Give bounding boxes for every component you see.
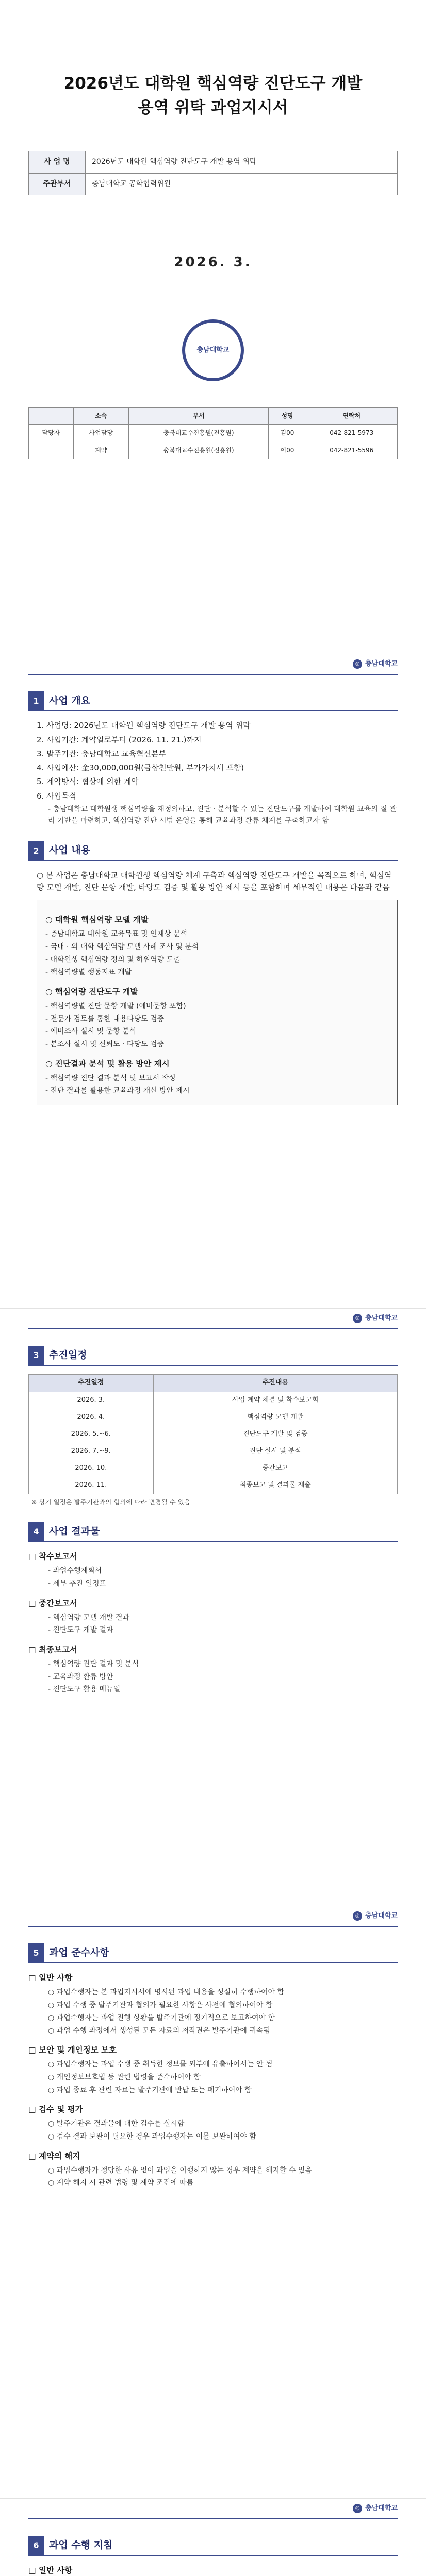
schedule-cell: 사업 계약 체결 및 착수보고회 bbox=[153, 1392, 397, 1409]
contact-header: 성명 bbox=[269, 407, 306, 425]
section-title: 사업 내용 bbox=[44, 841, 398, 861]
section-heading bbox=[28, 1522, 398, 1542]
contact-header: 연락처 bbox=[306, 407, 397, 425]
section-number: 1 bbox=[28, 691, 44, 711]
header-logo-text: 충남대학교 bbox=[365, 659, 398, 668]
section-title: 과업 수행 지침 bbox=[44, 2536, 398, 2556]
info-label: 사 업 명 bbox=[29, 151, 86, 173]
contact-table bbox=[28, 407, 398, 460]
section-title: 사업 결과물 bbox=[44, 1522, 398, 1542]
page-2 bbox=[0, 1309, 426, 1906]
header-logo-text: 충남대학교 bbox=[365, 1911, 398, 1920]
university-logo-icon: ◎ bbox=[353, 1314, 362, 1323]
schedule-note: ※ 상기 일정은 발주기관과의 협의에 따라 변경될 수 있음 bbox=[31, 1498, 190, 1506]
group-item: ○ 과업수행자는 과업 수행 중 취득한 정보를 외부에 유출하여서는 안 됨 bbox=[48, 2060, 273, 2069]
page-header bbox=[28, 1906, 398, 1927]
university-logo-icon: ◎ bbox=[353, 2504, 362, 2513]
group-item: - 진단 결과를 활용한 교육과정 개선 방안 제시 bbox=[45, 1087, 190, 1095]
section-number: 6 bbox=[28, 2536, 44, 2556]
schedule-cell: 2026. 10. bbox=[29, 1460, 154, 1477]
group-item: - 진단도구 개발 결과 bbox=[48, 1626, 113, 1635]
group-item: ○ 과업수행자는 본 과업지시서에 명시된 과업 내용을 성실히 수행하여야 함 bbox=[48, 1988, 284, 1997]
page-header bbox=[28, 654, 398, 675]
page-1 bbox=[0, 654, 426, 1309]
group-item: ○ 과업수행자가 정당한 사유 없이 과업을 이행하지 않는 경우 계약을 해지할 수 있음 bbox=[48, 2166, 312, 2175]
cover-title-line2: 용역 위탁 과업지시서 bbox=[138, 98, 288, 117]
university-logo-icon: ◎ bbox=[353, 659, 362, 669]
cover-title-line1: 2026년도 대학원 핵심역량 진단도구 개발 bbox=[63, 74, 363, 93]
group-item: - 교육과정 환류 방안 bbox=[48, 1672, 113, 1681]
section-number: 5 bbox=[28, 1943, 44, 1963]
header-logo bbox=[353, 1911, 398, 1921]
group-item: ○ 계약 해지 시 관련 법령 및 계약 조건에 따름 bbox=[48, 2179, 194, 2188]
contact-row bbox=[29, 442, 398, 459]
schedule-cell: 진단 실시 및 분석 bbox=[153, 1443, 397, 1460]
schedule-cell: 2026. 7.~9. bbox=[29, 1443, 154, 1460]
info-label: 주관부서 bbox=[29, 173, 86, 195]
contact-header bbox=[29, 407, 74, 425]
page-header bbox=[28, 1309, 398, 1329]
group-item: - 진단도구 활용 매뉴얼 bbox=[48, 1685, 121, 1694]
project-info-table bbox=[28, 151, 398, 195]
info-row bbox=[29, 151, 398, 173]
schedule-row bbox=[29, 1477, 398, 1494]
schedule-header: 추진일정 bbox=[29, 1375, 154, 1392]
schedule-row bbox=[29, 1460, 398, 1477]
group-item: ○ 과업 수행 과정에서 생성된 모든 자료의 저작권은 발주기관에 귀속됨 bbox=[48, 2026, 270, 2035]
contact-header: 부서 bbox=[128, 407, 268, 425]
contact-row bbox=[29, 425, 398, 442]
group-title: ○ 대학원 핵심역량 모델 개발 bbox=[45, 915, 149, 925]
contact-cell: 충북대교수진흥원(진흥원) bbox=[128, 425, 268, 442]
group-title: □ 중간보고서 bbox=[28, 1598, 77, 1608]
contact-cell: 042-821-5596 bbox=[306, 442, 397, 459]
schedule-cell: 2026. 4. bbox=[29, 1409, 154, 1426]
page-3 bbox=[0, 1906, 426, 2499]
section-heading bbox=[28, 2536, 398, 2556]
contact-cell: 042-821-5973 bbox=[306, 425, 397, 442]
section-heading bbox=[28, 1943, 398, 1963]
header-logo bbox=[353, 659, 398, 669]
header-logo-text: 충남대학교 bbox=[365, 2504, 398, 2512]
university-logo-icon: ◎ bbox=[353, 1911, 362, 1921]
info-row bbox=[29, 173, 398, 195]
group-title: ○ 핵심역량 진단도구 개발 bbox=[45, 987, 138, 997]
overview-item: 5. 계약방식: 협상에 의한 계약 bbox=[37, 777, 139, 787]
cover-page bbox=[0, 0, 426, 654]
group-item: ○ 과업 종료 후 관련 자료는 발주기관에 반납 또는 폐기하여야 함 bbox=[48, 2086, 252, 2094]
schedule-header: 추진내용 bbox=[153, 1375, 397, 1392]
content-intro: ○ 본 사업은 충남대학교 대학원생 핵심역량 체계 구축과 핵심역량 진단도구 개발을 목적으로 하며, 핵심역량 모델 개발, 진단 문항 개발, 타당도 검증 및 활용 방안 제시 등을 포함하며 세부적인 내용은 다음과 같음 bbox=[37, 870, 392, 892]
group-title: □ 보안 및 개인정보 보호 bbox=[28, 2045, 117, 2055]
schedule-cell: 최종보고 및 결과물 제출 bbox=[153, 1477, 397, 1494]
content-box bbox=[37, 900, 398, 1105]
group-item: - 핵심역량 진단 결과 분석 및 보고서 작성 bbox=[45, 1074, 176, 1082]
group-item: - 충남대학교 대학원 교육목표 및 인재상 분석 bbox=[45, 930, 188, 939]
group-title: □ 계약의 해지 bbox=[28, 2151, 80, 2161]
group-item: - 세부 추진 일정표 bbox=[48, 1579, 107, 1588]
schedule-row bbox=[29, 1392, 398, 1409]
contact-cell: 이00 bbox=[269, 442, 306, 459]
group-item: - 핵심역량 모델 개발 결과 bbox=[48, 1613, 130, 1622]
section-number: 2 bbox=[28, 841, 44, 861]
schedule-cell: 중간보고 bbox=[153, 1460, 397, 1477]
section-heading bbox=[28, 841, 398, 861]
contact-cell: 담당자 bbox=[29, 425, 74, 442]
group-item: - 핵심역량 진단 결과 및 분석 bbox=[48, 1660, 139, 1669]
overview-item: 6. 사업목적 bbox=[37, 791, 77, 801]
schedule-row bbox=[29, 1426, 398, 1443]
contact-cell: 김00 bbox=[269, 425, 306, 442]
group-item: - 본조사 실시 및 신뢰도 · 타당도 검증 bbox=[45, 1040, 164, 1049]
header-logo-text: 충남대학교 bbox=[365, 1314, 398, 1322]
group-item: - 전문가 검토를 통한 내용타당도 검증 bbox=[45, 1014, 165, 1023]
group-item: - 핵심역량별 행동지표 개발 bbox=[45, 968, 132, 977]
contact-cell: 사업담당 bbox=[73, 425, 128, 442]
contact-cell bbox=[29, 442, 74, 459]
overview-item: 4. 사업예산: 金30,000,000원(금삼천만원, 부가가치세 포함) bbox=[37, 763, 244, 773]
emblem-text: 충남대학교 bbox=[196, 346, 230, 354]
info-value: 충남대학교 공학협력위원 bbox=[86, 173, 398, 195]
group-title: □ 최종보고서 bbox=[28, 1645, 77, 1655]
cover-date: 2026. 3. bbox=[174, 255, 252, 270]
schedule-table bbox=[28, 1374, 398, 1494]
schedule-cell: 2026. 5.~6. bbox=[29, 1426, 154, 1443]
section-number: 4 bbox=[28, 1522, 44, 1542]
group-item: - 과업수행계획서 bbox=[48, 1567, 102, 1575]
overview-item: - 충남대학교 대학원생 핵심역량을 재정의하고, 진단 · 분석할 수 있는 진단도구를 개발하여 대학원 교육의 질 관리 기반을 마련하고, 핵심역량 진단 시범 운영을 통해 교육과정 환류 체계를 구축하고자 함 bbox=[48, 805, 397, 825]
university-emblem-icon bbox=[182, 319, 244, 381]
schedule-cell: 2026. 3. bbox=[29, 1392, 154, 1409]
section-title: 사업 개요 bbox=[44, 691, 398, 711]
schedule-cell: 진단도구 개발 및 검증 bbox=[153, 1426, 397, 1443]
group-item: - 국내 · 외 대학 핵심역량 모델 사례 조사 및 분석 bbox=[45, 942, 199, 951]
contact-cell: 충북대교수진흥원(진흥원) bbox=[128, 442, 268, 459]
header-logo bbox=[353, 1313, 398, 1324]
overview-item: 3. 발주기관: 충남대학교 교육혁신본부 bbox=[37, 749, 167, 758]
group-item: - 예비조사 실시 및 문항 분석 bbox=[45, 1027, 137, 1036]
section-title: 과업 준수사항 bbox=[44, 1943, 398, 1963]
section-number: 3 bbox=[28, 1346, 44, 1366]
contact-header: 소속 bbox=[73, 407, 128, 425]
group-item: ○ 과업 수행 중 발주기관과 협의가 필요한 사항은 사전에 협의하여야 함 bbox=[48, 2001, 273, 2010]
info-value: 2026년도 대학원 핵심역량 진단도구 개발 용역 위탁 bbox=[86, 151, 398, 173]
overview-item: 1. 사업명: 2026년도 대학원 핵심역량 진단도구 개발 용역 위탁 bbox=[37, 721, 251, 731]
schedule-row bbox=[29, 1409, 398, 1426]
schedule-row bbox=[29, 1443, 398, 1460]
group-title: □ 검수 및 평가 bbox=[28, 2105, 83, 2114]
section-heading bbox=[28, 691, 398, 711]
group-item: - 대학원생 핵심역량 정의 및 하위역량 도출 bbox=[45, 955, 181, 964]
group-title: □ 일반 사항 bbox=[28, 1973, 73, 1983]
group-title: □ 착수보고서 bbox=[28, 1552, 77, 1562]
group-item: ○ 검수 결과 보완이 필요한 경우 과업수행자는 이를 보완하여야 함 bbox=[48, 2132, 256, 2141]
group-title: ○ 진단결과 분석 및 활용 방안 제시 bbox=[45, 1059, 170, 1069]
schedule-cell: 핵심역량 모델 개발 bbox=[153, 1409, 397, 1426]
section-title: 추진일정 bbox=[44, 1346, 398, 1366]
contact-cell: 계약 bbox=[73, 442, 128, 459]
group-title: □ 일반 사항 bbox=[28, 2566, 73, 2575]
section-heading bbox=[28, 1346, 398, 1366]
page-4 bbox=[0, 2499, 426, 2576]
group-item: ○ 개인정보보호법 등 관련 법령을 준수하여야 함 bbox=[48, 2073, 201, 2081]
page-header bbox=[28, 2499, 398, 2519]
header-logo bbox=[353, 2503, 398, 2514]
group-item: - 핵심역량별 진단 문항 개발 (예비문항 포함) bbox=[45, 1002, 186, 1011]
overview-item: 2. 사업기간: 계약일로부터 (2026. 11. 21.)까지 bbox=[37, 735, 202, 744]
schedule-cell: 2026. 11. bbox=[29, 1477, 154, 1494]
group-item: ○ 발주기관은 결과물에 대한 검수를 실시함 bbox=[48, 2120, 185, 2128]
group-item: ○ 과업수행자는 과업 진행 상황을 발주기관에 정기적으로 보고하여야 함 bbox=[48, 2013, 275, 2022]
